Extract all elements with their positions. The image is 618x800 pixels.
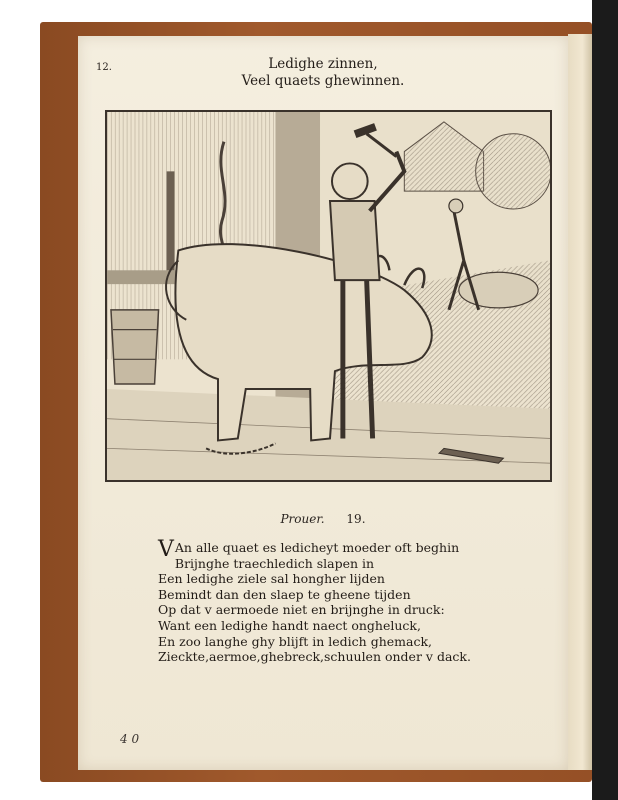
verse-line-1-text: An alle quaet es ledicheyt moeder oft beghin <box>174 540 460 555</box>
young-man-head <box>332 163 368 199</box>
distant-ox <box>459 272 538 308</box>
verse-line-5: Op dat v aermoede niet en brijnghe in druck: <box>158 602 445 618</box>
verse-line-1 <box>158 537 558 562</box>
scan-background-strip <box>592 0 618 800</box>
verse-line-4: Bemindt dan den slaep te gheene tijden <box>158 586 411 602</box>
scripture-reference <box>78 512 568 526</box>
heading-line-1: Ledighe zinnen, <box>268 56 378 72</box>
page-number: 12. <box>96 62 112 73</box>
verse-line-3: Een ledighe ziele sal hongher lijden <box>158 571 385 587</box>
young-man-body <box>330 201 380 280</box>
page-heading <box>78 56 568 90</box>
handwritten-folio-number: 4 0 <box>120 732 140 746</box>
mallet <box>166 171 174 270</box>
drop-cap: V <box>158 537 174 562</box>
heading-line-2: Veel quaets ghewinnen. <box>241 73 405 89</box>
reference-chapter: 19. <box>346 512 366 526</box>
verse-line-8: Zieckte,aermoe,ghebreck,schuulen onder v dack. <box>158 649 471 665</box>
tree <box>476 134 550 209</box>
verse-line-7: En zoo langhe ghy blijft in ledich ghemack, <box>158 633 433 649</box>
book-page <box>78 36 568 770</box>
facing-page-edge <box>568 34 592 770</box>
reference-book: Prouer. <box>280 512 325 526</box>
engraving-illustration <box>105 110 552 482</box>
bucket <box>111 310 159 384</box>
verse-text <box>158 537 558 665</box>
verse-line-6: Want een ledighe handt naect ongheluck, <box>158 617 421 633</box>
engraving-drawing <box>107 112 550 480</box>
verse-line-2: Brijnghe traechledich slapen in <box>174 555 375 571</box>
